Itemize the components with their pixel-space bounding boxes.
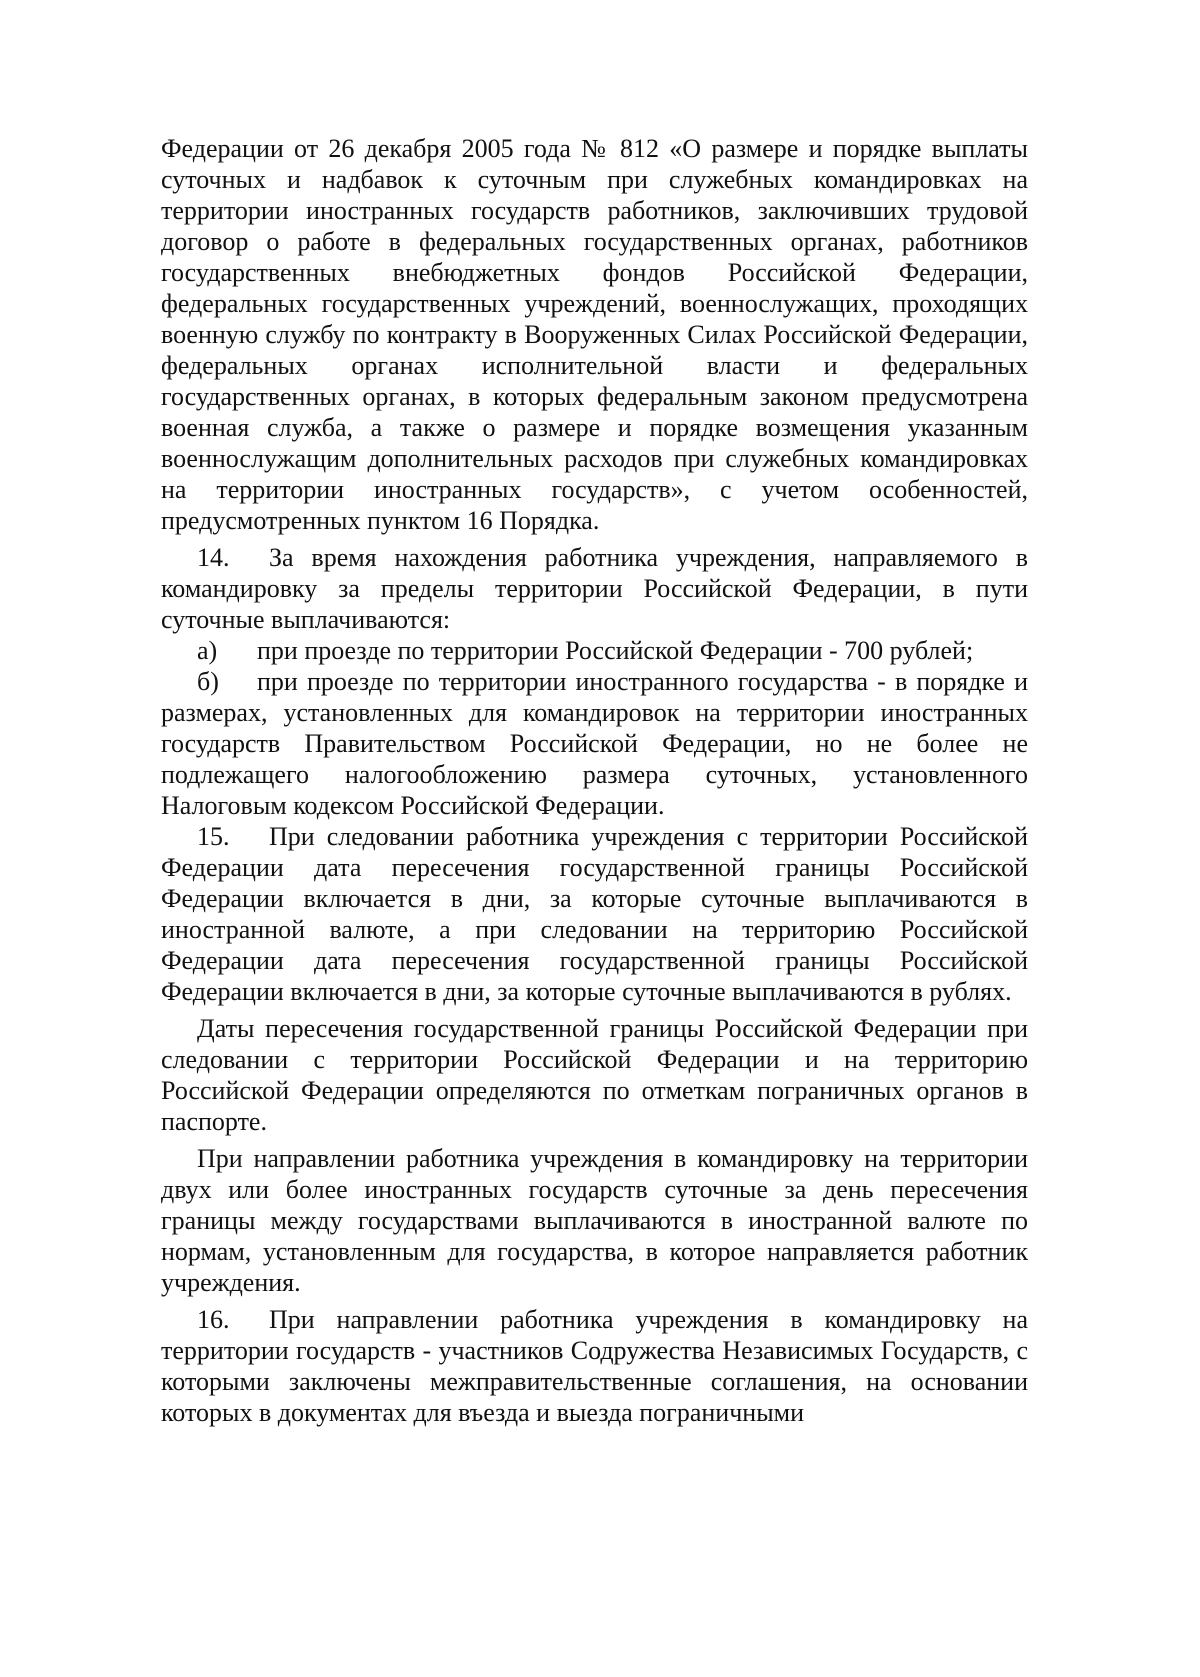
paragraph-15-part-2: Даты пересечения государственной границы Российской Федерации при следовании с территории Российской Федерации и на территорию Российской Федерации определяются по отметкам пограничных органов в паспорте. xyxy=(161,1014,1028,1136)
subparagraph-letter: а) xyxy=(197,636,218,665)
paragraph-text: При направлении работника учреждения в командировку на территории государств - участников Содружества Независимых Государств, с которыми заключены межправительственные соглашения, на основании которых в документах для въезда и выезда пограничными xyxy=(161,1305,1028,1427)
subparagraph-14b xyxy=(161,666,1028,821)
subparagraph-14a xyxy=(161,635,1028,666)
paragraph-text: При следовании работника учреждения с территории Российской Федерации дата пересечения государственной границы Российской Федерации включается в дни, за которые суточные выплачиваются в иностранной валюте, а при следовании на территорию Российской Федерации дата пересечения государственной границы Российской Федерации включается в дни, за которые суточные выплачиваются в рублях. xyxy=(161,822,1028,1006)
subparagraph-letter: б) xyxy=(197,667,219,696)
paragraph-number: 16. xyxy=(197,1305,230,1334)
document-body xyxy=(161,133,1028,1428)
subparagraph-text: при проезде по территории иностранного государства - в порядке и размерах, установленных для командировок на территории иностранных государств Правительством Российской Федерации, но не более не подлежащего налогообложению размера суточных, установленного Налоговым кодексом Российской Федерации. xyxy=(161,667,1028,820)
paragraph-number: 15. xyxy=(197,822,230,851)
paragraph-15-part-3: При направлении работника учреждения в командировку на территории двух или более иностранных государств суточные за день пересечения границы между государствами выплачиваются в иностранной валюте по нормам, установленным для государства, в которое направляется работник учреждения. xyxy=(161,1144,1028,1297)
paragraph-13-continuation: Федерации от 26 декабря 2005 года № 812 «О размере и порядке выплаты суточных и надбавок к суточным при служебных командировках на территории иностранных государств работников, заключивших трудовой договор о работе в федеральных государственных органах, работников государственных внебюджетных фондов Российской Федерации, федеральных государственных учреждений, военнослужащих, проходящих военную службу по контракту в Вооруженных Силах Российской Федерации, федеральных органах исполнительной власти и федеральных государственных органах, в которых федеральным законом предусмотрена военная служба, а также о размере и порядке возмещения указанным военнослужащим дополнительных расходов при служебных командировках на территории иностранных государств», с учетом особенностей, предусмотренных пунктом 16 Порядка. xyxy=(161,134,1028,535)
subparagraph-text: при проезде по территории Российской Федерации - 700 рублей; xyxy=(257,636,974,665)
paragraph-number: 14. xyxy=(197,543,230,572)
paragraph-16 xyxy=(161,1304,1028,1428)
paragraph-15 xyxy=(161,821,1028,1007)
paragraph-14 xyxy=(161,542,1028,635)
paragraph-text: За время нахождения работника учреждения, направляемого в командировку за пределы территории Российской Федерации, в пути суточные выплачиваются: xyxy=(161,543,1028,634)
